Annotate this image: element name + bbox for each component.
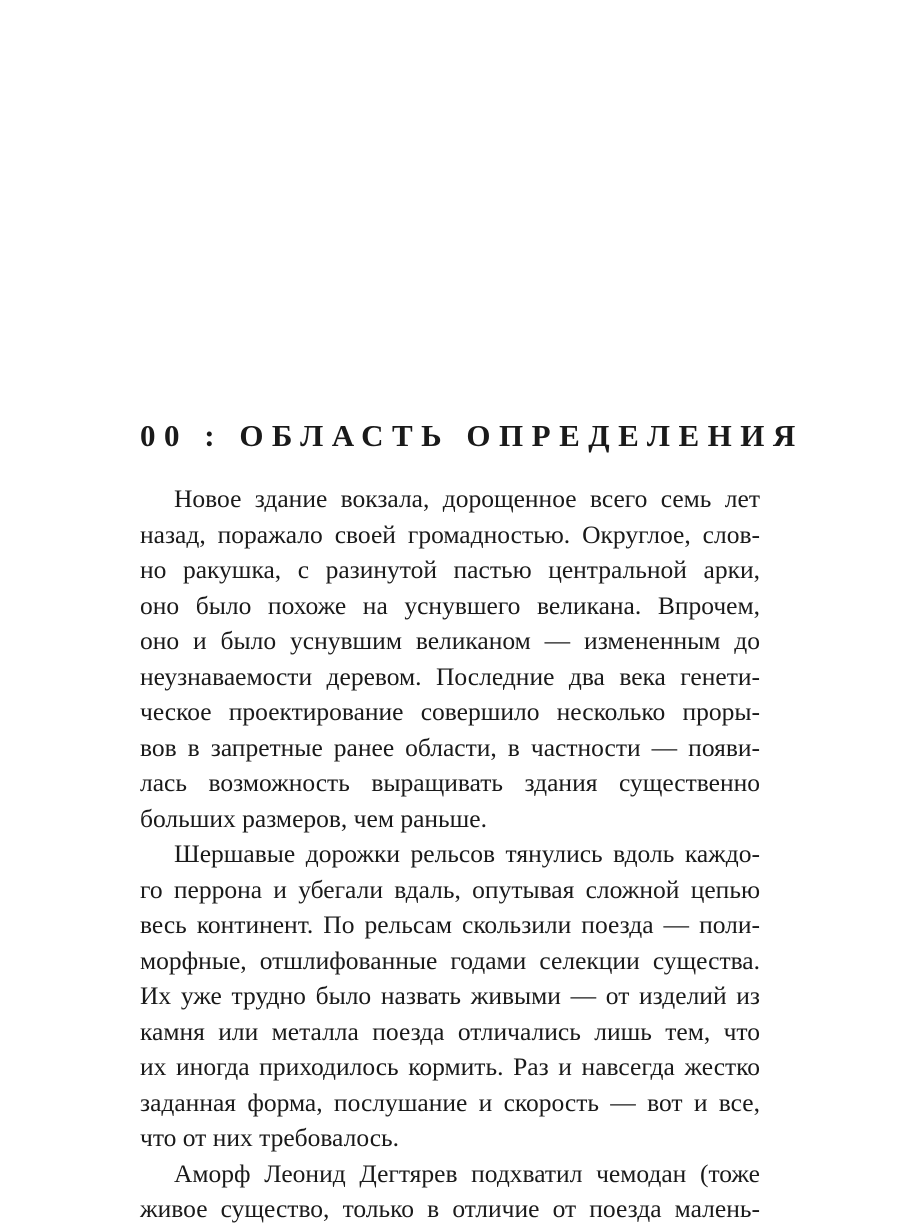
- text-line: их иногда приходилось кормить. Раз и навсегда жестко: [140, 1052, 760, 1081]
- chapter-body: [140, 481, 760, 1227]
- text-line: больших размеров, чем раньше.: [140, 803, 488, 833]
- text-line: неузнаваемости деревом. Последние два века генети-: [140, 661, 760, 691]
- chapter-heading: 00 : ОБЛАСТЬ ОПРЕДЕЛЕНИЯ: [140, 418, 804, 453]
- text-line: ческое проектирование совершило несколько проры-: [140, 697, 760, 726]
- text-line: весь континент. По рельсам скользили поезда — поли-: [140, 910, 760, 939]
- text-line: но ракушка, с разинутой пастью центральной арки,: [140, 555, 760, 584]
- text-line: Аморф Леонид Дегтярев подхватил чемодан (тоже: [174, 1158, 760, 1188]
- text-line: Их уже трудно было назвать живыми — от изделий из: [140, 981, 760, 1010]
- text-line: камня или металла поезда отличались лишь тем, что: [140, 1016, 760, 1046]
- text-line: Шершавые дорожки рельсов тянулись вдоль каждо-: [174, 839, 760, 868]
- text-line: вов в запретные ранее области, в частности — появи-: [140, 732, 760, 762]
- text-line: заданная форма, послушание и скорость — вот и все,: [140, 1087, 760, 1117]
- text-line: назад, поражало своей громадностью. Округлое, слов-: [140, 519, 760, 549]
- text-line: морфные, отшлифованные годами селекции существа.: [140, 945, 760, 975]
- text-line: что от них требовалось.: [140, 1123, 400, 1152]
- text-line: го перрона и убегали вдаль, опутывая сложной цепью: [140, 874, 760, 904]
- text-line: Новое здание вокзала, дорощенное всего семь лет: [174, 484, 760, 513]
- text-line: живое существо, только в отличие от поезда малень-: [140, 1194, 760, 1223]
- text-line: оно и было уснувшим великаном — измененным до: [140, 626, 760, 655]
- text-line: оно было похоже на уснувшего великана. Впрочем,: [140, 590, 760, 620]
- text-line: лась возможность выращивать здания существенно: [140, 768, 760, 797]
